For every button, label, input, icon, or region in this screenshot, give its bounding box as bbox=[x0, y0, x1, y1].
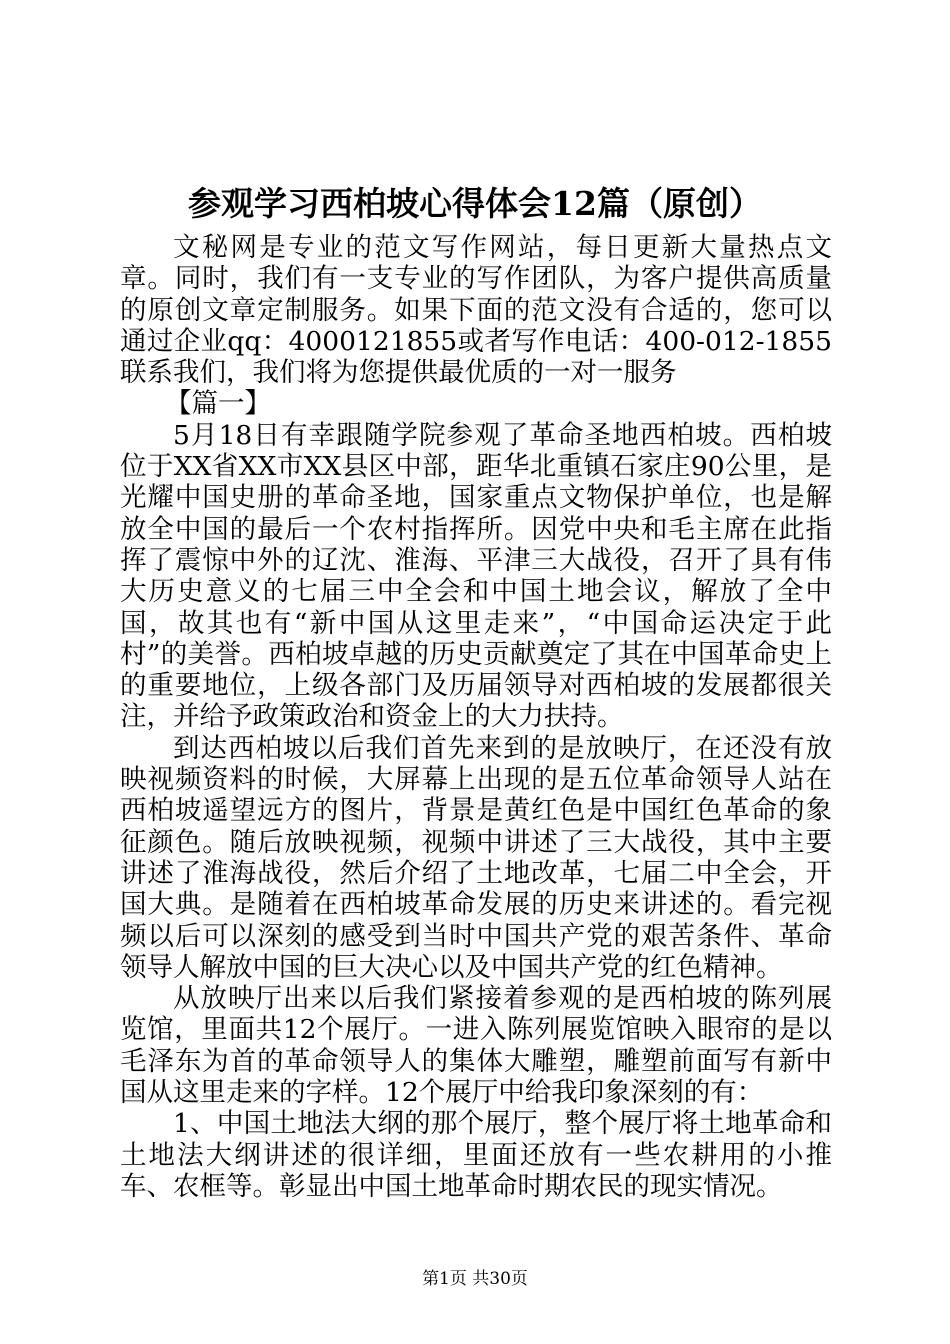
document-title: 参观学习西柏坡心得体会12篇（原创） bbox=[188, 184, 762, 223]
document-body bbox=[120, 232, 832, 1202]
body-paragraph: 1、中国土地法大纲的那个展厅，整个展厅将土地革命和土地法大纲讲述的很详细，里面还放有一些农耕用的小推车、农框等。彰显出中国土地革命时期农民的现实情况。 bbox=[120, 1108, 832, 1202]
page-footer bbox=[0, 1268, 950, 1290]
section-heading: 【篇一】 bbox=[165, 388, 272, 420]
body-paragraph: 5月18日有幸跟随学院参观了革命圣地西柏坡。西柏坡位于XX省XX市XX县区中部，距华北重镇石家庄90公里，是光耀中国史册的革命圣地，国家重点文物保护单位，也是解放全中国的最后一个农村指挥所。因党中央和毛主席在此指挥了震惊中外的辽沈、淮海、平津三大战役，召开了具有伟大历史意义的七届三中全会和中国土地会议，解放了全中国，故其也有“新中国从这里走来”，“中国命运决定于此村”的美誉。西柏坡卓越的历史贡献奠定了其在中国革命史上的重要地位，上级各部门及历届领导对西柏坡的发展都很关注，并给予政策政治和资金上的大力扶持。 bbox=[120, 419, 832, 733]
body-paragraph: 到达西柏坡以后我们首先来到的是放映厅，在还没有放映视频资料的时候，大屏幕上出现的是五位革命领导人站在西柏坡遥望远方的图片，背景是黄红色是中国红色革命的象征颜色。随后放映视频，视频中讲述了三大战役，其中主要讲述了淮海战役，然后介绍了土地改革，七届二中全会，开国大典。是随着在西柏坡革命发展的历史来讲述的。看完视频以后可以深刻的感受到当时中国共产党的艰苦条件、革命领导人解放中国的巨大决心以及中国共产党的红色精神。 bbox=[120, 732, 832, 983]
page-number: 第1页 共30页 bbox=[422, 1269, 528, 1289]
body-paragraph: 从放映厅出来以后我们紧接着参观的是西柏坡的陈列展览馆，里面共12个展厅。一进入陈列展览馆映入眼帘的是以毛泽东为首的革命领导人的集体大雕塑，雕塑前面写有新中国从这里走来的字样。12个展厅中给我印象深刻的有： bbox=[120, 983, 832, 1109]
intro-paragraph: 文秘网是专业的范文写作网站，每日更新大量热点文章。同时，我们有一支专业的写作团队，为客户提供高质量的原创文章定制服务。如果下面的范文没有合适的，您可以通过企业qq：4000121855或者写作电话：400-012-1855联系我们，我们将为您提供最优质的一对一服务 bbox=[120, 232, 832, 389]
